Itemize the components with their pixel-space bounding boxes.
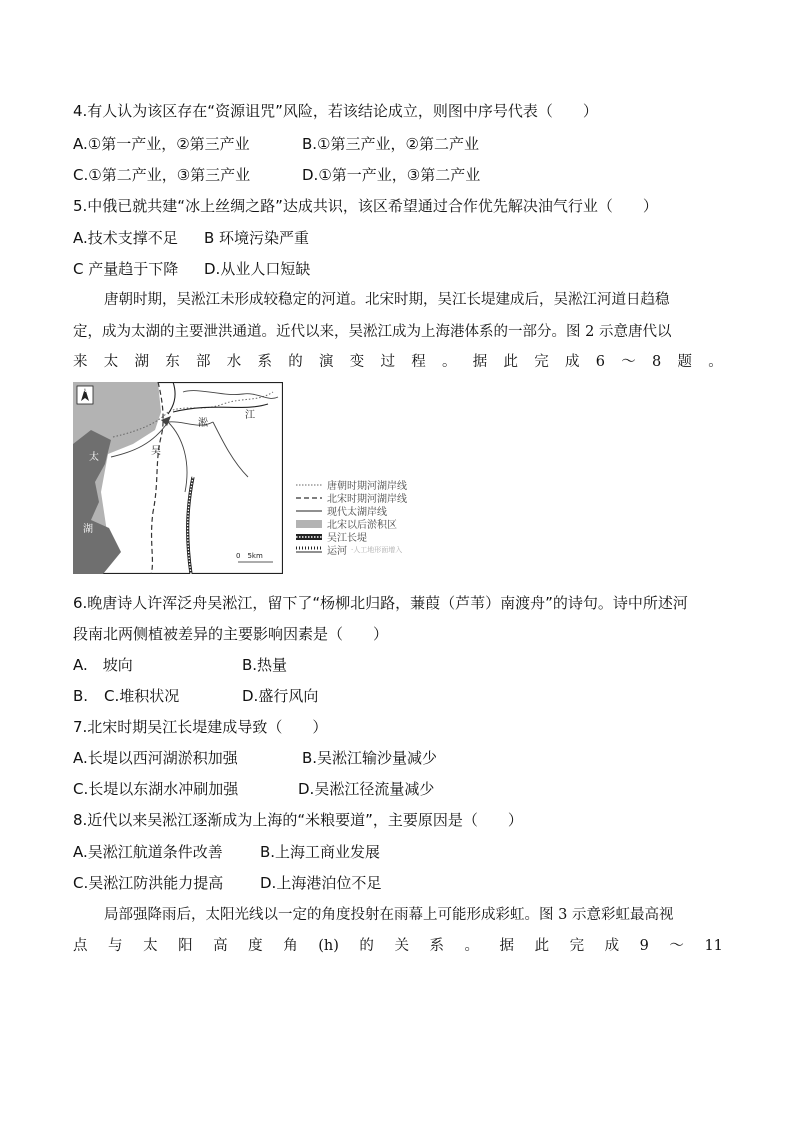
justified-char: 阳: [178, 938, 193, 954]
justified-char: 的: [288, 354, 303, 370]
q4-option-d: D.①第一产业，③第二产业: [302, 166, 481, 184]
q6-option-c-prefix: B.: [73, 687, 89, 705]
legend-label: 唐朝时期河湖岸线: [327, 481, 407, 492]
justified-char: 此: [503, 354, 518, 370]
q7-stem: 7.北宋时期吴江长堤建成导致（ ）: [73, 718, 328, 736]
justified-char: 8: [651, 354, 662, 370]
justified-char: 系: [429, 938, 444, 954]
map-label-jiang: 江: [245, 410, 255, 421]
north-label: N: [82, 387, 87, 394]
q5-option-d: D.从业人口短缺: [204, 260, 311, 278]
q8-option-a: A.吴淞江航道条件改善: [73, 843, 223, 861]
justified-char: 6: [595, 354, 605, 370]
q5-option-b: B 环境污染严重: [204, 229, 310, 247]
justified-char: 与: [108, 938, 123, 954]
q5-option-a: A.技术支撑不足: [73, 229, 178, 247]
q6-option-d: D.盛行风向: [242, 687, 319, 705]
passage2-line2: [73, 936, 723, 956]
justified-char: 系: [257, 354, 272, 370]
q4-option-b: B.①第三产业，②第二产业: [302, 135, 479, 153]
passage1-line1: 唐朝时期，吴淞江未形成较稳定的河道。北宋时期，吴江长堤建成后，吴淞江河道日趋稳: [104, 292, 670, 308]
justified-char: 9: [639, 938, 649, 954]
q7-option-b: B.吴淞江输沙量减少: [302, 749, 438, 767]
q6-option-c: C.堆积状况: [104, 687, 180, 705]
justified-char: 东: [165, 354, 180, 370]
justified-char: 据: [472, 354, 488, 370]
q5-option-c: C 产量趋于下降: [73, 260, 179, 278]
q8-option-c: C.吴淞江防洪能力提高: [73, 874, 224, 892]
q4-option-c: C.①第二产业，③第三产业: [73, 166, 251, 184]
justified-char: 完: [534, 354, 549, 370]
justified-char: 据: [499, 938, 515, 954]
justified-char: 的: [359, 938, 374, 954]
legend-label: 北宋时期河湖岸线: [327, 494, 407, 505]
q6-option-b: B.热量: [242, 656, 288, 674]
taihu-water-system-map: [73, 382, 283, 574]
legend-item-levee: [296, 530, 407, 543]
justified-char: 点: [73, 938, 88, 954]
justified-char: 高: [213, 938, 228, 954]
justified-char: 角: [283, 938, 298, 954]
justified-char: 完: [569, 938, 585, 954]
justified-char: 此: [534, 938, 550, 954]
justified-char: 题: [677, 354, 692, 370]
map-scale: 0 5km: [236, 552, 263, 560]
map-legend: [296, 478, 407, 556]
legend-label: 运河: [327, 546, 347, 557]
legend-label: 吴江长堤: [327, 533, 367, 544]
justified-char: 变: [349, 354, 365, 370]
justified-char: 。: [708, 354, 723, 370]
justified-char: 。: [464, 938, 479, 954]
justified-char: 湖: [134, 354, 149, 370]
legend-item-canal: [296, 543, 407, 556]
justified-char: 太: [103, 354, 119, 370]
q6-stem-2: 段南北两侧植被差异的主要影响因素是（ ）: [73, 625, 389, 643]
map-label-song: 淞: [198, 418, 208, 429]
q5-stem: 5.中俄已就共建“冰上丝绸之路”达成共识，该区希望通过合作优先解决油气行业（ ）: [73, 197, 658, 215]
justified-char: ～: [621, 354, 636, 370]
justified-char: (h): [318, 938, 339, 954]
justified-char: 太: [143, 938, 158, 954]
q8-option-b: B.上海工商业发展: [260, 843, 381, 861]
q7-option-d: D.吴淞江径流量减少: [298, 780, 435, 798]
justified-char: 水: [226, 354, 242, 370]
map-label-lake-south: 湖: [83, 524, 93, 535]
justified-char: 过: [380, 354, 395, 370]
justified-char: 。: [442, 354, 457, 370]
justified-char: 来: [73, 354, 88, 370]
justified-char: 部: [196, 354, 211, 370]
q8-option-d: D.上海港泊位不足: [260, 874, 382, 892]
q6-stem: 6.晚唐诗人许浑泛舟吴淞江，留下了“杨柳北归路，蒹葭（芦苇）南渡舟”的诗句。诗中所述河: [73, 594, 688, 612]
passage1-line3: [73, 352, 723, 372]
passage2-line1: 局部强降雨后，太阳光线以一定的角度投射在雨幕上可能形成彩虹。图 3 示意彩虹最高视: [104, 907, 674, 923]
justified-char: ～: [669, 938, 684, 954]
map-label-lake-west: 太: [89, 452, 99, 463]
q4-stem: 4.有人认为该区存在“资源诅咒”风险，若该结论成立，则图中序号代表（ ）: [73, 102, 598, 120]
q6-option-a: A. 坡向: [73, 656, 133, 674]
legend-label: 现代太湖岸线: [327, 507, 387, 518]
justified-char: 成: [604, 938, 620, 954]
justified-char: 演: [319, 354, 334, 370]
justified-char: 度: [248, 938, 263, 954]
justified-char: 程: [411, 354, 426, 370]
legend-extra: ·人工地形面增入: [351, 545, 403, 554]
justified-char: 关: [394, 938, 409, 954]
q7-option-c: C.长堤以东湖水冲刷加强: [73, 780, 239, 798]
justified-char: 11: [704, 938, 723, 954]
map-label-wu: 吴: [151, 446, 161, 457]
passage1-line2: 定，成为太湖的主要泄洪通道。近代以来，吴淞江成为上海港体系的一部分。图 2 示意唐代以: [73, 324, 672, 340]
q7-option-a: A.长堤以西河湖淤积加强: [73, 749, 238, 767]
q4-option-a: A.①第一产业，②第三产业: [73, 135, 250, 153]
q8-stem: 8.近代以来吴淞江逐渐成为上海的“米粮要道”，主要原因是（ ）: [73, 811, 523, 829]
justified-char: 成: [565, 354, 580, 370]
legend-label: 北宋以后淤积区: [327, 520, 397, 531]
